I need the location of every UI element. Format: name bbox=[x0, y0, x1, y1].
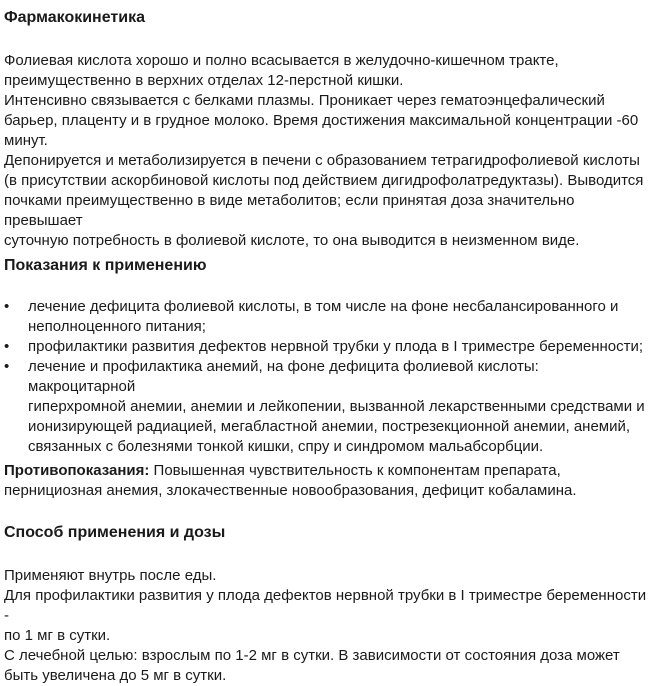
text-line: ионизирующей радиацией, мегабластной анемии, пострезекционной анемии, анемий, bbox=[28, 418, 631, 435]
text-line: барьер, плаценту и в грудное молоко. Время достижения максимальной концентрации -60 bbox=[4, 112, 639, 129]
text-line: профилактики развития дефектов нервной трубки у плода в I триместре беременности; bbox=[28, 338, 644, 355]
text-line: (в присутствии аскорбиновой кислоты под действием дигидрофолатредуктазы). Выводится bbox=[4, 172, 644, 189]
text-line: быть увеличена до 5 мг в сутки. bbox=[4, 667, 227, 684]
text-line: лечение и профилактика анемий, на фоне дефицита фолиевой кислоты: макроцитарной bbox=[28, 358, 539, 395]
section-title-dosage: Способ применения и дозы bbox=[4, 524, 226, 541]
indications-list bbox=[4, 297, 648, 457]
text-line: минут. bbox=[4, 132, 48, 149]
list-item bbox=[4, 297, 648, 337]
text-line: связанных с болезнями тонкой кишки, спру и синдромом мальабсорбции. bbox=[28, 438, 544, 455]
dosage-text bbox=[4, 566, 654, 686]
text-line: почками преимущественно в виде метаболитов; если принятая доза значительно превышает bbox=[4, 192, 575, 229]
text-line: Фолиевая кислота хорошо и полно всасывается в желудочно-кишечном тракте, bbox=[4, 52, 559, 69]
text-line: пернициозная анемия, злокачественные новообразования, дефицит кобаламина. bbox=[4, 482, 577, 499]
bullet-icon: • bbox=[4, 298, 10, 315]
text-line: гиперхромной анемии, анемии и лейкопении, вызванной лекарственными средствами и bbox=[28, 398, 645, 415]
text-line: по 1 мг в сутки. bbox=[4, 627, 111, 644]
bullet-icon: • bbox=[4, 358, 10, 375]
pharmacokinetics-text bbox=[4, 51, 648, 251]
text-line: преимущественно в верхних отделах 12-перстной кишки. bbox=[4, 72, 404, 89]
bullet-icon: • bbox=[4, 338, 10, 355]
text-line bbox=[4, 461, 644, 481]
text-line: Интенсивно связывается с белками плазмы. Проникает через гематоэнцефалический bbox=[4, 92, 605, 109]
text-line: С лечебной целью: взрослым по 1-2 мг в сутки. В зависимости от состояния доза может bbox=[4, 647, 620, 664]
text-line: неполноценного питания; bbox=[28, 318, 206, 335]
section-title-pharmacokinetics: Фармакокинетика bbox=[4, 9, 145, 26]
text-line: Депонируется и метаболизируется в печени с образованием тетрагидрофолиевой кислоты bbox=[4, 152, 640, 169]
text-line: Применяют внутрь после еды. bbox=[4, 567, 217, 584]
section-title-indications: Показания к применению bbox=[4, 257, 207, 274]
list-item bbox=[4, 337, 648, 357]
text-line: суточную потребность в фолиевой кислоте, то она выводится в неизменном виде. bbox=[4, 232, 580, 249]
text-line: Для профилактики развития у плода дефектов нервной трубки в I триместре беременности - bbox=[4, 587, 647, 624]
list-item bbox=[4, 357, 648, 457]
contraindications-text: Повышенная чувствительность к компонентам препарата, bbox=[149, 462, 561, 479]
contraindications-paragraph bbox=[4, 461, 644, 501]
contraindications-label: Противопоказания: bbox=[4, 462, 150, 479]
text-line: лечение дефицита фолиевой кислоты, в том числе на фоне несбалансированного и bbox=[28, 298, 619, 315]
